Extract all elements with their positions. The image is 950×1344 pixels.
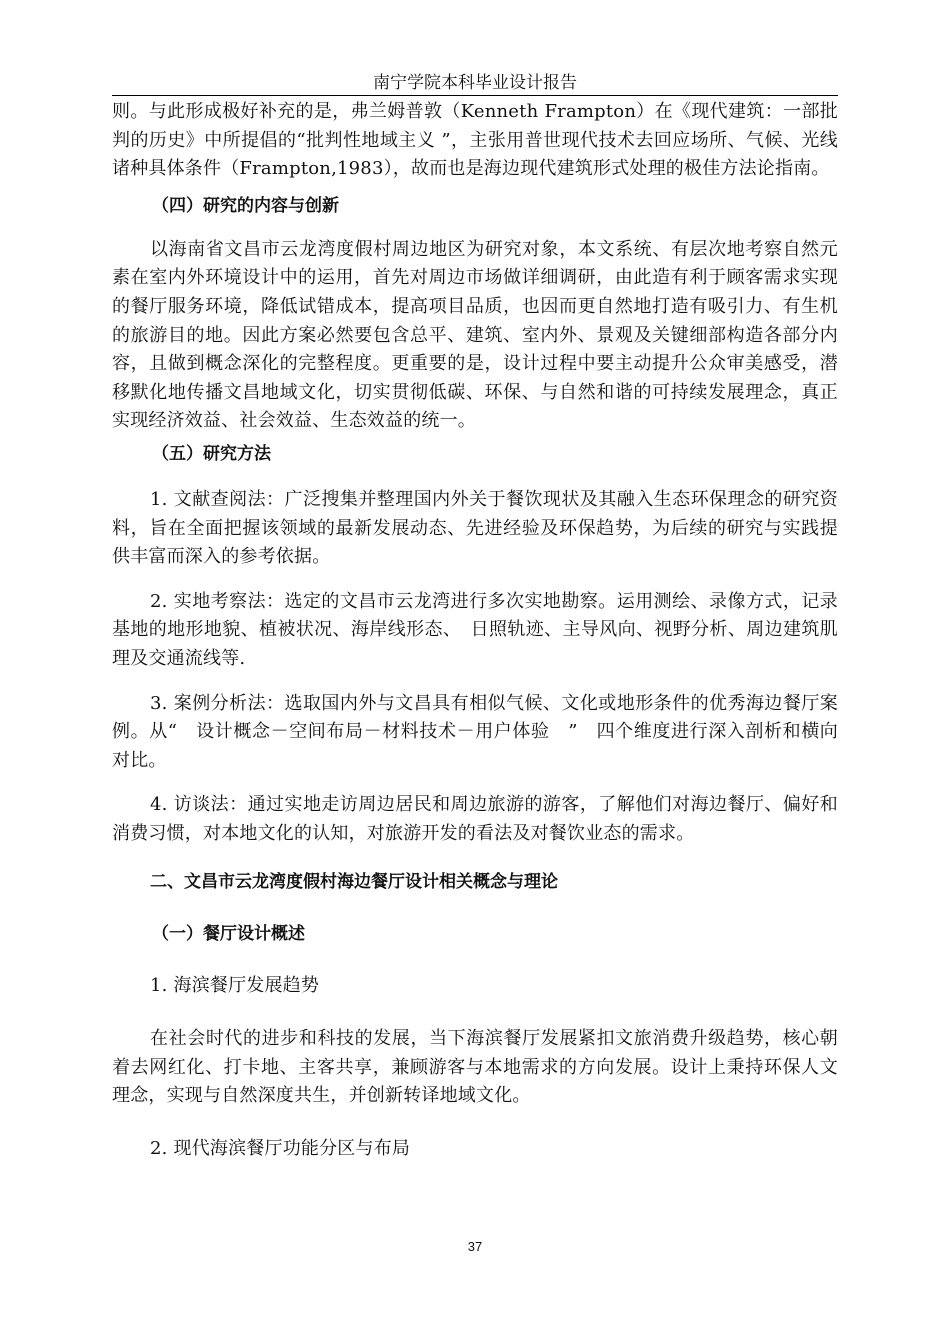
page-header-title: 南宁学院本科毕业设计报告: [373, 73, 577, 93]
section-heading-research-content: （四）研究的内容与创新: [152, 195, 339, 216]
subheading-trends: 1. 海滨餐厅发展趋势: [150, 975, 320, 997]
subheading-layout: 2. 现代海滨餐厅功能分区与布局: [150, 1137, 411, 1159]
page-number: 37: [467, 1239, 483, 1254]
method-case-analysis: 3. 案例分析法：选取国内外与文昌具有相似气候、文化或地形条件的优秀海边餐厅案例。从“ 设计概念－空间布局－材料技术－用户体验 ” 四个维度进行深入剖析和横向对比。: [112, 692, 838, 771]
method-field-survey: 2. 实地考察法：选定的文昌市云龙湾进行多次实地勘察。运用测绘、录像方式，记录基地的地形地貌、植被状况、海岸线形态、 日照轨迹、主导风向、视野分析、周边建筑肌理及交通流线等.: [112, 590, 838, 669]
intro-paragraph: 则。与此形成极好补充的是，弗兰姆普敦（Kenneth Frampton）在《现代建筑：一部批判的历史》中所提倡的“批判性地域主义 ”，主张用普世现代技术去回应场所、气候、光线诸种具体条件（Frampton,1983），故而也是海边现代建筑形式处理的极佳方法论指南。: [112, 101, 838, 180]
section-heading-restaurant-design: （一）餐厅设计概述: [152, 924, 305, 945]
method-literature-review: 1. 文献查阅法：广泛搜集并整理国内外关于餐饮现状及其融入生态环保理念的研究资料，旨在全面把握该领域的最新发展动态、先进经验及环保趋势，为后续的研究与实践提供丰富而深入的参考依据。: [112, 488, 838, 568]
page-body: [112, 98, 838, 1163]
section-heading-research-methods: （五）研究方法: [152, 443, 271, 464]
research-content-paragraph: 以海南省文昌市云龙湾度假村周边地区为研究对象，本文系统、有层次地考察自然元素在室内外环境设计中的运用，首先对周边市场做详细调研，由此造有利于顾客需求实现的餐厅服务环境，降低试错成本，提高项目品质，也因而更自然地打造有吸引力、有生机的旅游目的地。因此方案必然要包含总平、建筑、室内外、景观及关键细部构造各部分内容，且做到概念深化的完整程度。更重要的是，设计过程中要主动提升公众审美感受，潜移默化地传播文昌地域文化，切实贯彻低碳、环保、与自然和谐的可持续发展理念，真正实现经济效益、社会效益、生态效益的统一。: [112, 238, 838, 432]
trend-paragraph: 在社会时代的进步和科技的发展，当下海滨餐厅发展紧扣文旅消费升级趋势，核心朝着去网红化、打卡地、主客共享，兼顾游客与本地需求的方向发展。设计上秉持环保人文理念，实现与自然深度共生，并创新转译地域文化。: [112, 1028, 838, 1107]
header-divider: [112, 95, 838, 96]
chapter-heading-two: 二、文昌市云龙湾度假村海边餐厅设计相关概念与理论: [150, 872, 558, 893]
method-interview: 4. 访谈法：通过实地走访周边居民和周边旅游的游客，了解他们对海边餐厅、偏好和消费习惯，对本地文化的认知，对旅游开发的看法及对餐饮业态的需求。: [112, 794, 838, 844]
